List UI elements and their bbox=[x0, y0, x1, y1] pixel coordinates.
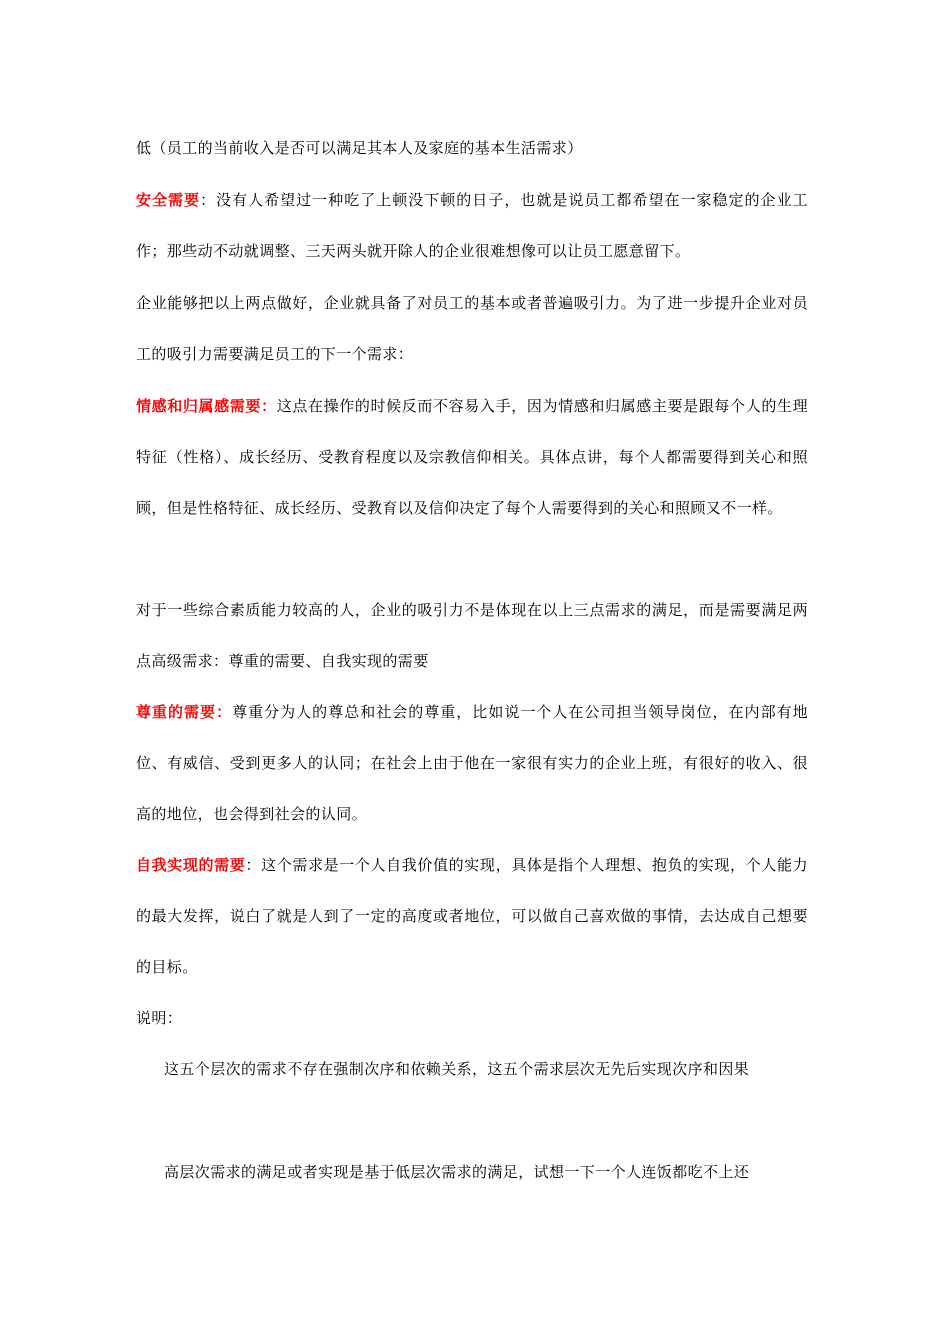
heading-esteem-needs: 尊重的需要： bbox=[136, 703, 233, 721]
paragraph-text: 低（员工的当前收入是否可以满足其本人及家庭的基本生活需求） bbox=[136, 139, 583, 157]
paragraph-income-needs bbox=[136, 136, 808, 161]
paragraph-text: 对于一些综合素质能力较高的人，企业的吸引力不是体现在以上三点需求的满足，而是需要满足两点高级需求：尊重的需要、自我实现的需要 bbox=[136, 601, 808, 670]
paragraph-belonging-needs bbox=[136, 381, 808, 534]
paragraph-basic-attraction bbox=[136, 278, 808, 380]
paragraph-text: 这五个层次的需求不存在强制次序和依赖关系，这五个需求层次无先后实现次序和因果 bbox=[164, 1060, 750, 1078]
heading-belonging-needs: 情感和归属感需要： bbox=[136, 397, 277, 415]
paragraph-text: ：这个需求是一个人自我价值的实现，具体是指个人理想、抱负的实现，个人能力的最大发挥，说白了就是人到了一定的高度或者地位，可以做自己喜欢做的事情，去达成自己想要的目标。 bbox=[136, 856, 808, 976]
paragraph-text: 企业能够把以上两点做好，企业就具备了对员工的基本或者普遍吸引力。为了进一步提升企业对员工的吸引力需要满足员工的下一个需求： bbox=[136, 294, 808, 363]
heading-safety-needs: 安全需要 bbox=[136, 191, 201, 209]
paragraph-safety-needs bbox=[136, 175, 808, 277]
paragraph-text: 高层次需求的满足或者实现是基于低层次需求的满足，试想一下一个人连饭都吃不上还 bbox=[164, 1163, 750, 1181]
paragraph-text: 尊重分为人的尊总和社会的尊重，比如说一个人在公司担当领导岗位，在内部有地位、有威信、受到更多人的认同；在社会上由于他在一家很有实力的企业上班，有很好的收入、很高的地位，也会得到社会的认同。 bbox=[136, 703, 808, 823]
heading-self-actualization: 自我实现的需要 bbox=[136, 856, 246, 874]
paragraph-self-actualization bbox=[136, 840, 808, 993]
paragraph-text: 这点在操作的时候反而不容易入手，因为情感和归属感主要是跟每个人的生理特征（性格）、成长经历、受教育程度以及宗教信仰相关。具体点讲，每个人都需要得到关心和照顾，但是性格特征、成长经历、受教育以及信仰决定了每个人需要得到的关心和照顾又不一样。 bbox=[136, 397, 808, 517]
paragraph-advanced-needs bbox=[136, 585, 808, 687]
paragraph-text: 说明： bbox=[136, 1009, 183, 1027]
paragraph-higher-needs bbox=[136, 1160, 808, 1185]
paragraph-no-order bbox=[136, 1057, 808, 1082]
paragraph-explanation-label bbox=[136, 1006, 808, 1031]
paragraph-esteem-needs bbox=[136, 687, 808, 840]
paragraph-text: ：没有人希望过一种吃了上顿没下顿的日子，也就是说员工都希望在一家稳定的企业工作；那些动不动就调整、三天两头就开除人的企业很难想像可以让员工愿意留下。 bbox=[136, 191, 808, 260]
